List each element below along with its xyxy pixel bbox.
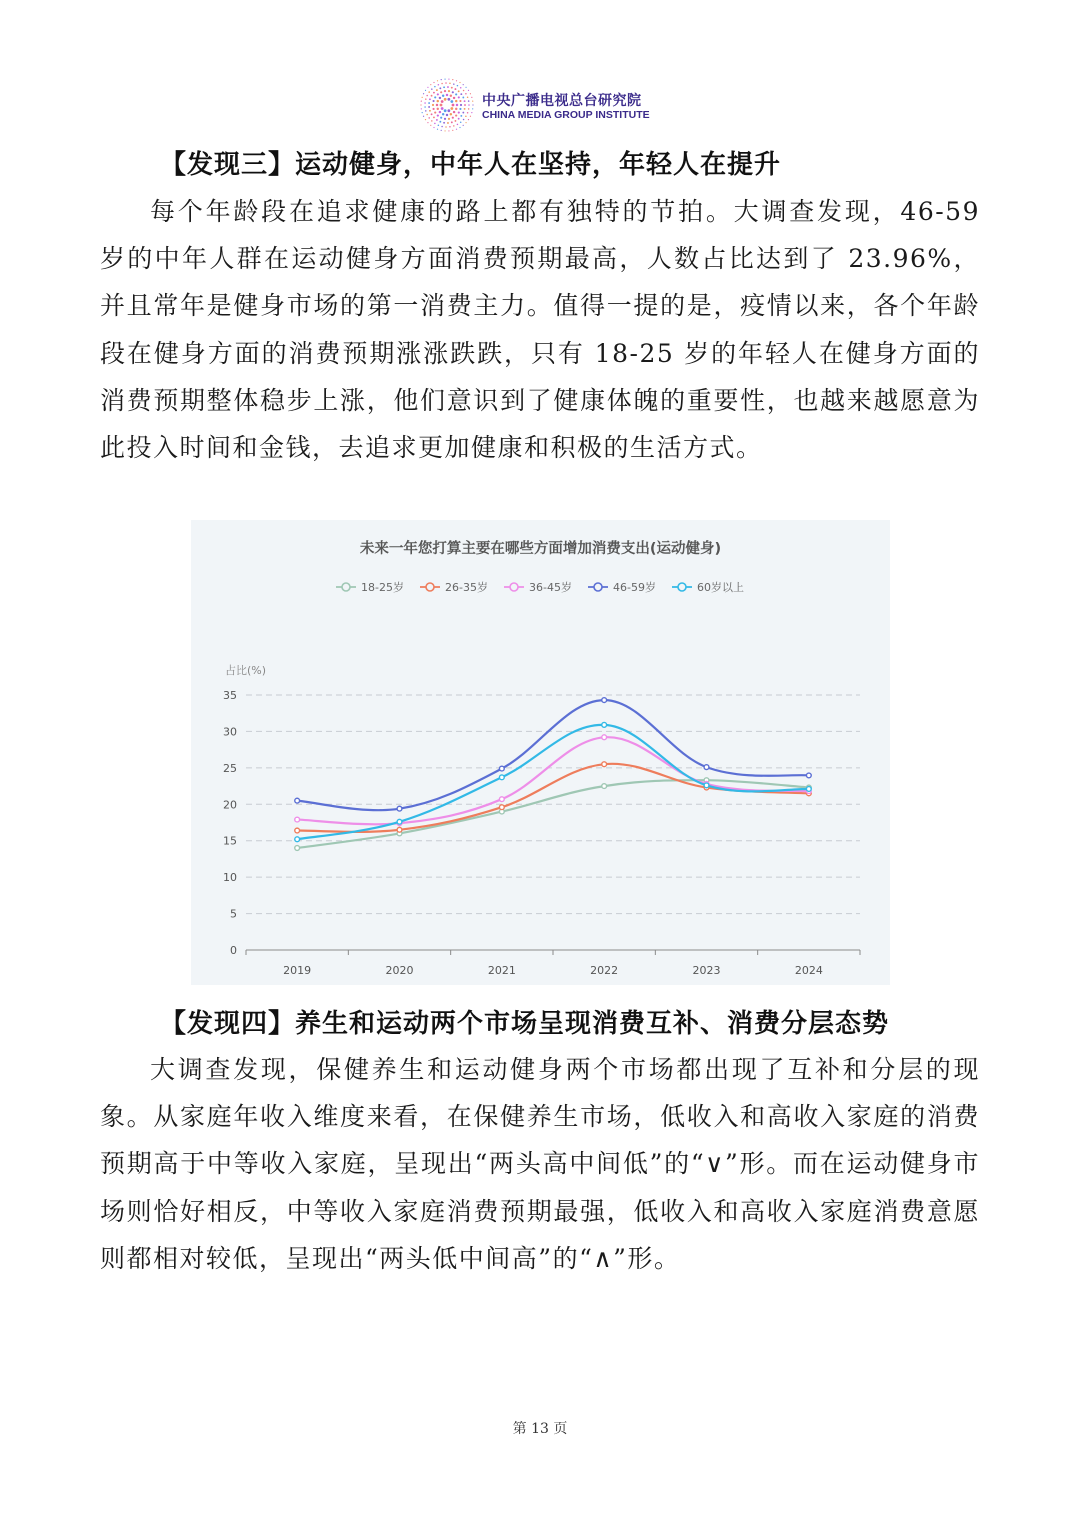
legend-item <box>336 580 404 594</box>
data-point <box>295 837 300 842</box>
chart-title: 未来一年您打算主要在哪些方面增加消费支出(运动健身) <box>359 541 722 557</box>
y-tick-label: 20 <box>223 798 237 812</box>
section3-heading: 【发现三】运动健身，中年人在坚持，年轻人在提升 <box>160 150 782 180</box>
y-tick-label: 10 <box>223 871 237 885</box>
y-axis-label: 占比(%) <box>225 664 267 677</box>
legend-item <box>420 580 488 594</box>
data-point <box>602 784 607 789</box>
data-point <box>397 827 402 832</box>
y-tick-label: 5 <box>230 907 237 921</box>
data-point <box>499 775 504 780</box>
y-tick-label: 25 <box>223 761 237 775</box>
data-point <box>499 766 504 771</box>
legend-label: 26-35岁 <box>445 581 488 594</box>
legend-label: 18-25岁 <box>361 581 404 594</box>
data-point <box>295 798 300 803</box>
legend-swatch-marker <box>510 583 518 591</box>
y-axis-ticks <box>223 689 237 957</box>
legend-swatch-marker <box>594 583 602 591</box>
section4-paragraph: 大调查发现，保健养生和运动健身两个市场都出现了互补和分层的现象。从家庭年收入维度来看，在保健养生市场，低收入和高收入家庭的消费预期高于中等收入家庭，呈现出“两头高中间低”的“∨”形。而在运动健身市场则恰好相反，中等收入家庭消费预期最强，低收入和高收入家庭消费意愿则都相对较低，呈现出“两头低中间高”的“∧”形。 <box>100 1055 980 1273</box>
chart-grid <box>246 695 860 955</box>
data-point <box>602 698 607 703</box>
data-point <box>499 805 504 810</box>
data-point <box>295 846 300 851</box>
org-name-en: CHINA MEDIA GROUP INSTITUTE <box>482 109 650 121</box>
legend-swatch-marker <box>426 583 434 591</box>
legend-label: 60岁以上 <box>697 581 744 594</box>
data-point <box>602 722 607 727</box>
legend-swatch-marker <box>342 583 350 591</box>
legend-item <box>588 580 656 594</box>
section3-paragraph: 每个年龄段在追求健康的路上都有独特的节拍。大调查发现，46-59 岁的中年人群在运动健身方面消费预期最高，人数占比达到了 23.96%，并且常年是健身市场的第一消费主力。值得一提的是，疫情以来，各个年龄段在健身方面的消费预期涨涨跌跌，只有 18-25 岁的年轻人在健身方面的消费预期整体稳步上涨，他们意识到了健康体魄的重要性，也越来越愿意为此投入时间和金钱，去追求更加健康和积极的生活方式。 <box>100 197 980 463</box>
y-tick-label: 30 <box>223 725 237 739</box>
legend-item <box>672 580 744 594</box>
y-tick-label: 15 <box>223 834 237 848</box>
data-point <box>397 806 402 811</box>
legend-label: 36-45岁 <box>529 581 572 594</box>
data-point <box>704 783 709 788</box>
x-axis-ticks <box>283 964 823 977</box>
y-tick-label: 0 <box>230 944 237 957</box>
y-tick-label: 35 <box>223 689 237 702</box>
legend-swatch-marker <box>678 583 686 591</box>
legend-label: 46-59岁 <box>613 581 656 594</box>
data-point <box>295 817 300 822</box>
data-point <box>602 762 607 767</box>
chart-svg <box>191 520 890 985</box>
series-line <box>297 700 809 810</box>
series-46-59岁 <box>295 698 811 811</box>
x-tick-label: 2024 <box>794 964 823 977</box>
data-point <box>806 773 811 778</box>
page-header <box>420 76 680 134</box>
line-chart <box>191 520 890 985</box>
section4-heading: 【发现四】养生和运动两个市场呈现消费互补、消费分层态势 <box>160 1009 890 1039</box>
data-point <box>499 797 504 802</box>
page-number: 第 13 页 <box>512 1421 568 1437</box>
x-tick-label: 2022 <box>590 964 619 977</box>
chart-legend <box>336 580 744 594</box>
data-point <box>806 787 811 792</box>
data-point <box>602 735 607 740</box>
chart-series <box>295 698 811 851</box>
x-tick-label: 2020 <box>385 964 414 977</box>
radial-dots-logo-icon <box>420 76 476 134</box>
data-point <box>295 828 300 833</box>
x-tick-label: 2019 <box>283 964 312 977</box>
org-name-cn: 中央广播电视总台研究院 <box>482 93 642 109</box>
x-tick-label: 2021 <box>487 964 516 977</box>
data-point <box>397 819 402 824</box>
x-tick-label: 2023 <box>692 964 721 977</box>
legend-item <box>504 580 572 594</box>
data-point <box>704 765 709 770</box>
